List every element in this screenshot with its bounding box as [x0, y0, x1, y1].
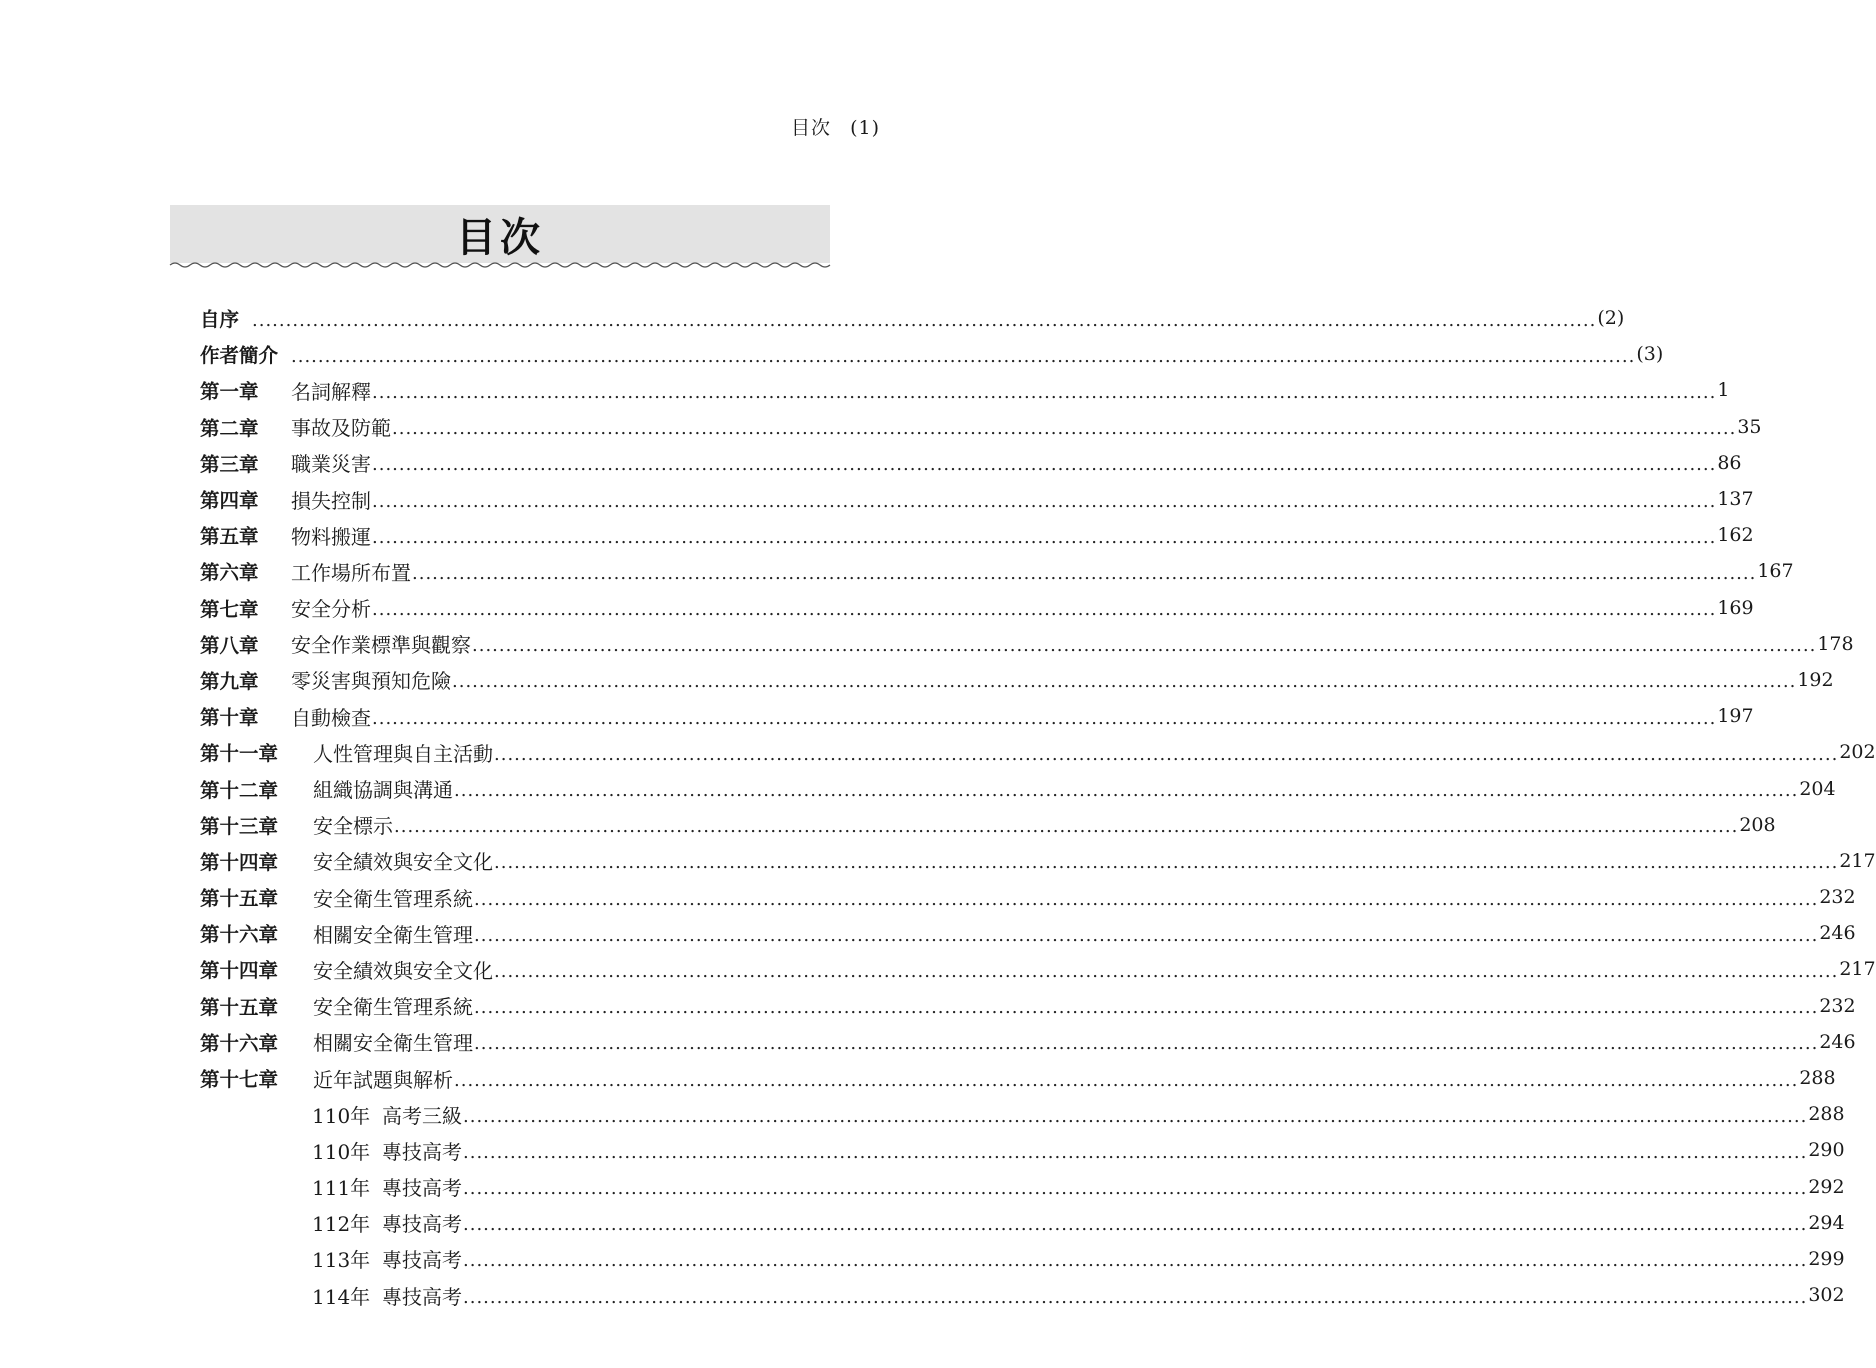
toc-page-number: 232: [1819, 886, 1856, 909]
dot-leader: ........................................................................................................................................................................................................: [452, 671, 1797, 693]
toc-entry: [200, 372, 1730, 408]
toc-sub-entry: [200, 1096, 1845, 1132]
dot-leader: ........................................................................................................................................................................................................: [474, 997, 1819, 1019]
toc-entry: [200, 879, 1856, 915]
toc-sub-entry: [200, 1132, 1845, 1168]
dot-leader: ........................................................................................................................................................................................................: [392, 418, 1737, 440]
toc-entry: [200, 409, 1762, 445]
dot-leader: ........................................................................................................................................................................................................: [474, 1033, 1819, 1055]
running-header: [791, 113, 880, 140]
toc-page-number: 192: [1797, 668, 1834, 691]
toc-page-number: 294: [1808, 1211, 1845, 1234]
dot-leader: ........................................................................................................................................................................................................: [494, 960, 1839, 982]
toc-chapter-title: 安全績效與安全文化: [313, 958, 493, 983]
dot-leader: ........................................................................................................................................................................................................: [474, 924, 1819, 946]
toc-chapter-number: 第十三章: [200, 814, 279, 838]
toc-entry: [200, 951, 1876, 987]
toc-entry: [200, 915, 1856, 951]
dot-leader: ........................................................................................................................................................................................................: [463, 1250, 1808, 1272]
dot-leader: ........................................................................................................................................................................................................: [472, 635, 1817, 657]
toc-page-number: 292: [1808, 1175, 1845, 1198]
toc-entry: [200, 807, 1776, 843]
toc-exam-year: 113年: [312, 1248, 371, 1273]
toc-chapter-title: 職業災害: [291, 452, 371, 477]
dot-leader: ........................................................................................................................................................................................................: [494, 852, 1839, 874]
toc-page-number: 167: [1757, 560, 1794, 583]
toc-page-number: 217: [1839, 849, 1876, 872]
toc-chapter-number: 第十六章: [200, 1031, 279, 1055]
dot-leader: ........................................................................................................................................................................................................: [454, 1069, 1799, 1091]
toc-exam-title: 專技高考: [382, 1212, 462, 1237]
toc-page-number: 202: [1839, 741, 1876, 764]
toc-exam-title: 高考三級: [382, 1103, 462, 1128]
toc-sub-entry: [200, 1277, 1845, 1313]
toc-chapter-title: 工作場所布置: [291, 560, 411, 585]
toc-sub-entry: [200, 1169, 1845, 1205]
toc-chapter-title: 組織協調與溝通: [313, 778, 453, 803]
toc-chapter-title: 安全衛生管理系統: [313, 995, 473, 1020]
toc-page-number: 162: [1717, 524, 1754, 547]
toc-page-number: 208: [1739, 813, 1776, 836]
table-of-contents: [200, 300, 1876, 1313]
dot-leader: ........................................................................................................................................................................................................: [463, 1141, 1808, 1163]
toc-exam-title: 專技高考: [382, 1139, 462, 1164]
toc-sub-entry: [200, 1205, 1845, 1241]
dot-leader: ........................................................................................................................................................................................................: [372, 599, 1717, 621]
toc-chapter-title: 相關安全衛生管理: [313, 922, 473, 947]
toc-chapter-title: 自動檢查: [291, 705, 371, 730]
toc-chapter-title: 零災害與預知危險: [291, 669, 451, 694]
toc-chapter-title: 安全績效與安全文化: [313, 850, 493, 875]
toc-chapter-number: 第五章: [200, 525, 259, 549]
toc-chapter-title: 安全標示: [313, 814, 393, 839]
toc-page-number: 288: [1799, 1067, 1836, 1090]
dot-leader: ........................................................................................................................................................................................................: [454, 780, 1799, 802]
toc-chapter-number: 作者簡介: [200, 344, 279, 368]
toc-entry: [200, 300, 1625, 336]
dot-leader: ........................................................................................................................................................................................................: [372, 490, 1717, 512]
toc-exam-year: 110年: [312, 1139, 371, 1164]
toc-chapter-number: 第四章: [200, 489, 259, 513]
toc-exam-title: 專技高考: [382, 1248, 462, 1273]
dot-leader: ........................................................................................................................................................................................................: [463, 1178, 1808, 1200]
toc-chapter-number: 第十七章: [200, 1068, 279, 1092]
page-title: 目次: [456, 214, 544, 261]
toc-exam-year: 110年: [312, 1103, 371, 1128]
toc-chapter-title: 名詞解釋: [291, 379, 371, 404]
toc-page-number: 299: [1808, 1247, 1845, 1270]
toc-chapter-title: 安全衛生管理系統: [313, 886, 473, 911]
toc-page-number: 169: [1717, 596, 1754, 619]
toc-entry: [200, 698, 1754, 734]
dot-leader: ........................................................................................................................................................................................................: [372, 526, 1717, 548]
toc-page-number: 288: [1808, 1103, 1845, 1126]
toc-page-number: (2): [1597, 307, 1625, 330]
toc-chapter-number: 第十六章: [200, 923, 279, 947]
toc-chapter-title: 損失控制: [291, 488, 371, 513]
toc-page-number: 246: [1819, 922, 1856, 945]
dot-leader: ........................................................................................................................................................................................................: [372, 381, 1717, 403]
dot-leader: ........................................................................................................................................................................................................: [372, 454, 1717, 476]
toc-entry: [200, 336, 1664, 372]
toc-chapter-title: 人性管理與自主活動: [313, 741, 493, 766]
dot-leader: ........................................................................................................................................................................................................: [394, 816, 1739, 838]
toc-exam-year: 114年: [312, 1284, 371, 1309]
toc-entry: [200, 988, 1856, 1024]
toc-page-number: 35: [1737, 415, 1762, 438]
toc-entry: [200, 590, 1754, 626]
dot-leader: ........................................................................................................................................................................................................: [494, 743, 1839, 765]
toc-chapter-number: 第六章: [200, 561, 259, 585]
toc-page-number: 137: [1717, 488, 1754, 511]
toc-chapter-number: 第十四章: [200, 959, 279, 983]
toc-chapter-number: 第七章: [200, 597, 259, 621]
toc-chapter-title: 相關安全衛生管理: [313, 1031, 473, 1056]
toc-chapter-number: 第二章: [200, 416, 259, 440]
dot-leader: ........................................................................................................................................................................................................: [412, 562, 1757, 584]
dot-leader: ........................................................................................................................................................................................................: [372, 707, 1717, 729]
toc-entry: [200, 843, 1876, 879]
running-header-label: 目次: [791, 117, 832, 139]
toc-chapter-title: 物料搬運: [291, 524, 371, 549]
toc-entry: [200, 626, 1854, 662]
toc-exam-year: 111年: [312, 1176, 371, 1201]
toc-page-number: 232: [1819, 994, 1856, 1017]
toc-page-number: 290: [1808, 1139, 1845, 1162]
toc-entry: [200, 553, 1794, 589]
dot-leader: ........................................................................................................................................................................................................: [463, 1105, 1808, 1127]
toc-chapter-number: 自序: [200, 308, 240, 332]
dot-leader: ........................................................................................................................................................................................................: [252, 309, 1597, 331]
toc-chapter-title: 安全分析: [291, 597, 371, 622]
toc-chapter-number: 第十二章: [200, 778, 279, 802]
toc-page-number: 197: [1717, 705, 1754, 728]
toc-sub-entry: [200, 1241, 1845, 1277]
running-header-page: (1): [850, 117, 880, 139]
toc-page-number: (3): [1636, 343, 1664, 366]
toc-chapter-number: 第十章: [200, 706, 259, 730]
toc-chapter-number: 第九章: [200, 669, 259, 693]
toc-chapter-number: 第一章: [200, 380, 259, 404]
toc-page-number: 204: [1799, 777, 1836, 800]
toc-page-number: 178: [1817, 632, 1854, 655]
dot-leader: ........................................................................................................................................................................................................: [463, 1286, 1808, 1308]
toc-chapter-number: 第十五章: [200, 887, 279, 911]
toc-entry: [200, 517, 1754, 553]
toc-chapter-number: 第十五章: [200, 995, 279, 1019]
dot-leader: ........................................................................................................................................................................................................: [474, 888, 1819, 910]
toc-chapter-number: 第三章: [200, 452, 259, 476]
toc-entry: [200, 445, 1742, 481]
toc-page-number: 302: [1808, 1284, 1845, 1307]
toc-page-number: 246: [1819, 1030, 1856, 1053]
toc-entry: [200, 1060, 1836, 1096]
toc-chapter-title: 事故及防範: [291, 416, 391, 441]
toc-page-number: 86: [1717, 451, 1742, 474]
toc-chapter-number: 第八章: [200, 633, 259, 657]
toc-entry: [200, 662, 1834, 698]
toc-page-number: 217: [1839, 958, 1876, 981]
dot-leader: ........................................................................................................................................................................................................: [291, 345, 1636, 367]
toc-exam-title: 專技高考: [382, 1284, 462, 1309]
toc-exam-title: 專技高考: [382, 1176, 462, 1201]
title-band: [170, 205, 830, 263]
toc-entry: [200, 1024, 1856, 1060]
toc-page-number: 1: [1717, 379, 1730, 402]
dot-leader: ........................................................................................................................................................................................................: [463, 1214, 1808, 1236]
toc-chapter-number: 第十一章: [200, 742, 279, 766]
toc-entry: [200, 734, 1876, 770]
toc-chapter-title: 近年試題與解析: [313, 1067, 453, 1092]
toc-chapter-title: 安全作業標準與觀察: [291, 633, 471, 658]
wavy-rule: [170, 260, 830, 270]
toc-exam-year: 112年: [312, 1212, 371, 1237]
toc-entry: [200, 481, 1754, 517]
toc-entry: [200, 770, 1836, 806]
toc-chapter-number: 第十四章: [200, 850, 279, 874]
